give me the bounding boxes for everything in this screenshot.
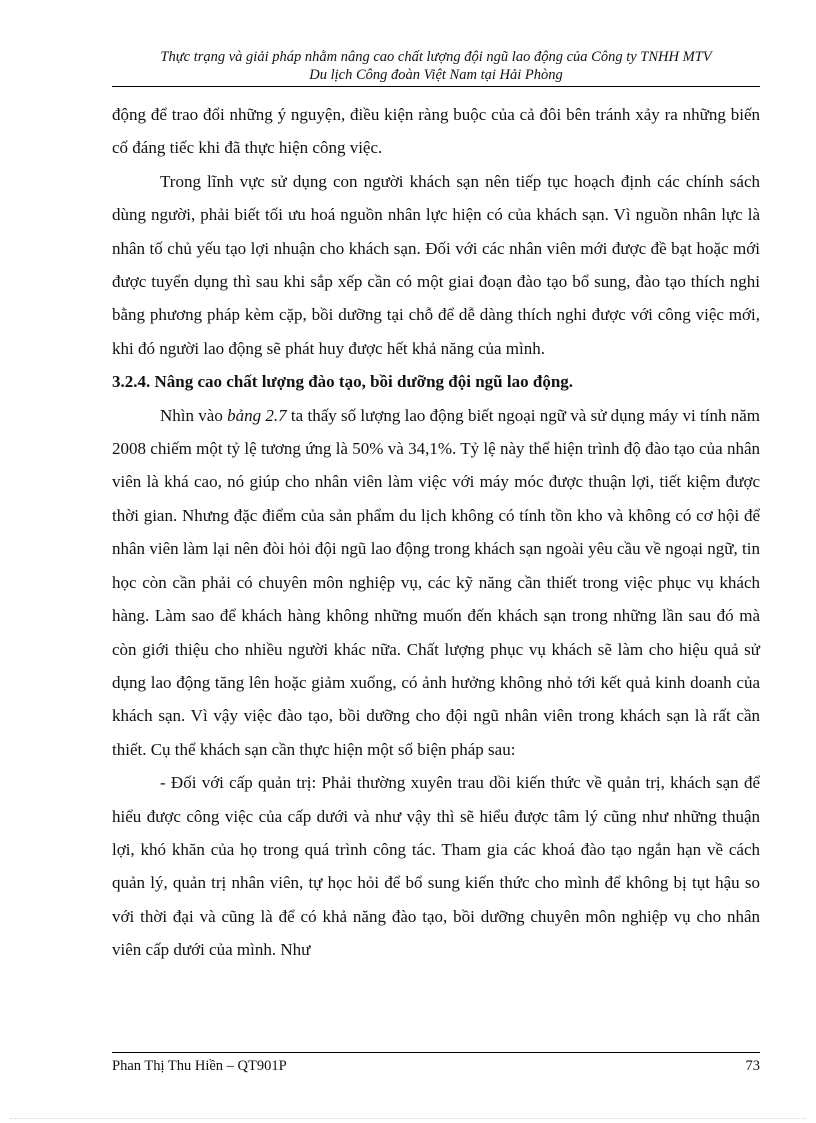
text-run: ta thấy số lượng lao động biết ngoại ngữ và sử dụng máy vi tính năm 2008 chiếm một tỷ lệ tương ứng là 50% và 34,1%. Tỷ lệ này thể hiện trình độ đào tạo của nhân viên là khá cao, nó giúp cho nhân viên làm việc với máy móc được thuận lợi, tiết kiệm được thời gian. Nhưng đặc điểm của sản phẩm du lịch không có tính tồn kho và không có cơ hội để nhân viên làm lại nên đòi hỏi đội ngũ lao động trong khách sạn ngoài yêu cầu về ngoại ngữ, tin học còn cần phải có chuyên môn nghiệp vụ, các kỹ năng cần thiết trong việc phục vụ khách hàng. Làm sao để khách hàng không những muốn đến khách sạn trong những lần sau đó mà còn giới thiệu cho nhiều người khác nữa. Chất lượng phục vụ khách sẽ làm cho hiệu quả sử dụng lao động tăng lên hoặc giảm xuống, có ảnh hưởng không nhỏ tới kết quả kinh doanh của khách sạn. Vì vậy việc đào tạo, bồi dưỡng cho đội ngũ nhân viên trong khách sạn là rất cần thiết. Cụ thể khách sạn cần thực hiện một số biện pháp sau:	[112, 405, 761, 759]
header-rule	[112, 86, 760, 87]
text-run: Nhìn vào	[160, 405, 228, 425]
paragraph-human-resources: Trong lĩnh vực sử dụng con người khách sạn nên tiếp tục hoạch định các chính sách dùng người, phải biết tối ưu hoá nguồn nhân lực hiện có của khách sạn. Vì nguồn nhân lực là nhân tố chủ yếu tạo lợi nhuận cho khách sạn. Đối với các nhân viên mới được đề bạt hoặc mới được tuyển dụng thì sau khi sắp xếp cần có một giai đoạn đào tạo bổ sung, đào tạo thích nghi bằng phương pháp kèm cặp, bồi dưỡng tại chỗ để dễ dàng thích nghi được với công việc mới, khi đó người lao động sẽ phát huy được hết khả năng của mình.	[112, 171, 760, 358]
section-heading: 3.2.4. Nâng cao chất lượng đào tạo, bồi dưỡng đội ngũ lao động.	[112, 372, 574, 392]
footer-author: Phan Thị Thu Hiền – QT901P	[112, 1058, 287, 1074]
page-number: 73	[745, 1058, 760, 1074]
header-line-1: Thực trạng và giải pháp nhằm nâng cao chất lượng đội ngũ lao động của Công ty TNHH MTV	[160, 49, 712, 65]
table-reference: bảng 2.7	[227, 405, 287, 425]
page-body	[112, 98, 760, 967]
paragraph-training-quality	[112, 399, 760, 766]
header-line-2: Du lịch Công đoàn Việt Nam tại Hải Phòng	[309, 67, 563, 83]
page-bottom-dotted-line	[10, 1118, 806, 1119]
paragraph-management-level: - Đối với cấp quản trị: Phải thường xuyên trau dồi kiến thức về quản trị, khách sạn để hiểu được công việc của cấp dưới và như vậy thì sẽ hiểu được tâm lý cũng như những thuận lợi, khó khăn của họ trong quá trình công tác. Tham gia các khoá đào tạo ngắn hạn về cách quản lý, quản trị nhân viên, tự học hỏi để bổ sung kiến thức cho mình để không bị tụt hậu so với thời đại và cũng là để có khả năng đào tạo, bồi dưỡng chuyên môn nghiệp vụ cho nhân viên cấp dưới của mình. Như	[112, 773, 760, 960]
footer-rule	[112, 1052, 760, 1053]
page-header	[112, 48, 760, 84]
paragraph-continuation: động để trao đổi những ý nguyện, điều kiện ràng buộc của cả đôi bên tránh xảy ra những biến cố đáng tiếc khi đã thực hiện công việc.	[112, 105, 760, 158]
